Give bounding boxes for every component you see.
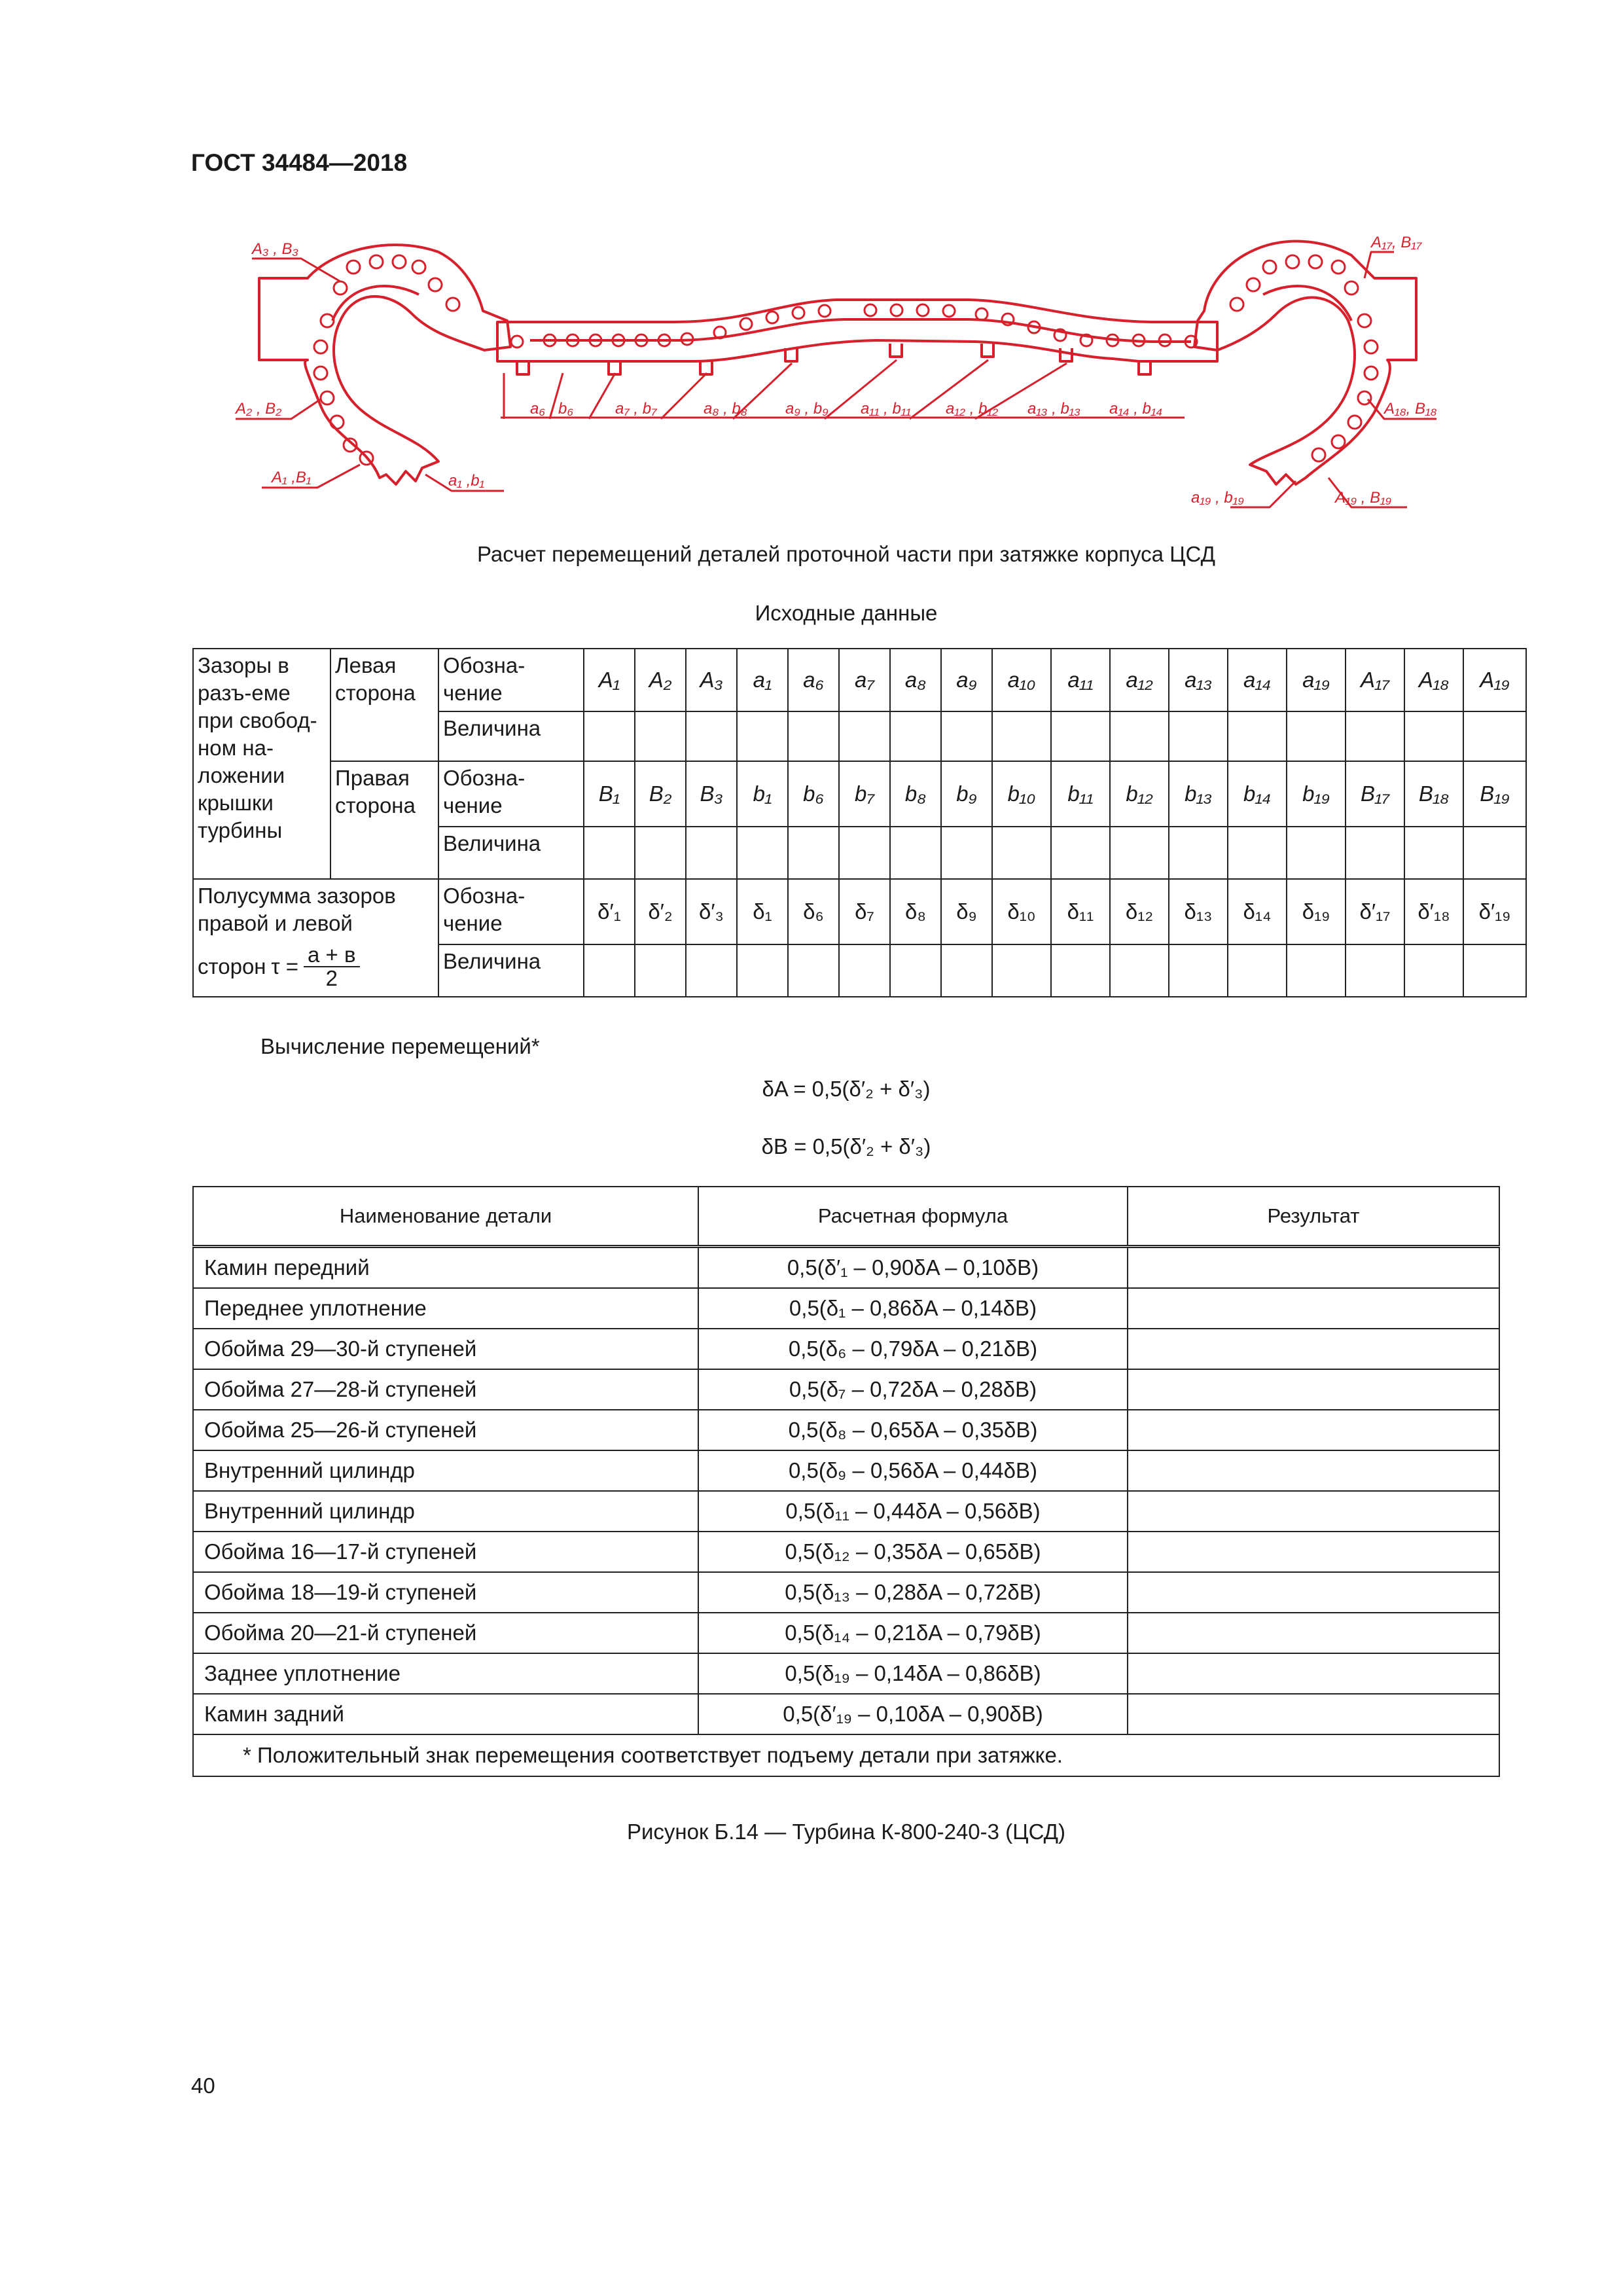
label-a19b19: a₁₉ , b₁₉ bbox=[1191, 489, 1244, 507]
value-cell[interactable] bbox=[1051, 711, 1110, 761]
gap-group-label: Зазоры в разъ-еме при свобод-ном на-ложении крышки турбины bbox=[193, 649, 330, 879]
table-row bbox=[193, 1288, 1499, 1329]
formula-delta-b: δB = 0,5(δ′₂ + δ′₃) bbox=[761, 1134, 931, 1158]
fraction bbox=[304, 944, 360, 990]
result-cell[interactable] bbox=[1128, 1450, 1499, 1491]
fraction-numerator: a + в bbox=[304, 944, 360, 967]
value-cell[interactable] bbox=[1110, 944, 1169, 997]
label-a12b12: a₁₂ , b₁₂ bbox=[946, 400, 999, 418]
right-symbol: B₁₉ bbox=[1463, 761, 1526, 827]
part-name: Внутренний цилиндр bbox=[193, 1491, 698, 1532]
value-cell[interactable] bbox=[1169, 944, 1228, 997]
part-formula: 0,5(δ₁₂ – 0,35δA – 0,65δB) bbox=[698, 1532, 1128, 1572]
value-cell[interactable] bbox=[941, 711, 992, 761]
label-a13b13: a₁₃ , b₁₃ bbox=[1027, 400, 1080, 418]
value-cell[interactable] bbox=[686, 711, 737, 761]
right-symbol: B₁₈ bbox=[1404, 761, 1463, 827]
left-symbol: A₁ bbox=[584, 649, 635, 711]
delta-symbol: δ₈ bbox=[890, 879, 941, 944]
right-symbol: b₁₀ bbox=[992, 761, 1051, 827]
value-cell[interactable] bbox=[1463, 944, 1526, 997]
drawing-caption: Расчет перемещений деталей проточной части при затяжке корпуса ЦСД bbox=[476, 542, 1216, 566]
designation-label: Обозна-чение bbox=[438, 761, 584, 827]
designation-label: Обозна-чение bbox=[438, 879, 584, 944]
value-cell[interactable] bbox=[992, 711, 1051, 761]
left-symbol: a₆ bbox=[788, 649, 839, 711]
value-cell[interactable] bbox=[1346, 711, 1404, 761]
right-symbol: B₁ bbox=[584, 761, 635, 827]
value-cell[interactable] bbox=[584, 827, 635, 879]
value-cell[interactable] bbox=[1346, 944, 1404, 997]
left-symbol: a₇ bbox=[839, 649, 890, 711]
label-a14b14: a₁₄ , b₁₄ bbox=[1109, 400, 1163, 418]
result-cell[interactable] bbox=[1128, 1369, 1499, 1410]
value-cell[interactable] bbox=[992, 944, 1051, 997]
table-row bbox=[193, 1653, 1499, 1694]
table-row bbox=[193, 1450, 1499, 1491]
value-cell[interactable] bbox=[635, 827, 686, 879]
value-cell[interactable] bbox=[1051, 827, 1110, 879]
table-row bbox=[193, 1532, 1499, 1572]
value-cell[interactable] bbox=[1110, 827, 1169, 879]
table-row bbox=[193, 1491, 1499, 1532]
part-formula: 0,5(δ′₁₉ – 0,10δA – 0,90δB) bbox=[698, 1694, 1128, 1734]
right-symbol: B₂ bbox=[635, 761, 686, 827]
calc-title: Вычисление перемещений* bbox=[260, 1034, 540, 1058]
label-A17B17: A₁₇, B₁₇ bbox=[1371, 234, 1422, 251]
value-cell[interactable] bbox=[992, 827, 1051, 879]
left-hook-outline bbox=[259, 245, 510, 484]
left-symbol: a₁₂ bbox=[1110, 649, 1169, 711]
value-cell[interactable] bbox=[584, 944, 635, 997]
table-row bbox=[193, 1329, 1499, 1369]
turbine-casing-drawing bbox=[223, 223, 1453, 524]
value-cell[interactable] bbox=[1169, 711, 1228, 761]
value-cell[interactable] bbox=[788, 711, 839, 761]
part-name: Обойма 16—17-й ступеней bbox=[193, 1532, 698, 1572]
value-cell[interactable] bbox=[788, 944, 839, 997]
table-row bbox=[193, 1694, 1499, 1734]
value-cell[interactable] bbox=[839, 711, 890, 761]
left-symbol: a₁₀ bbox=[992, 649, 1051, 711]
right-symbol: b₆ bbox=[788, 761, 839, 827]
delta-symbol: δ′₃ bbox=[686, 879, 737, 944]
label-a1b1: a₁ ,b₁ bbox=[448, 472, 485, 490]
delta-symbol: δ₁₃ bbox=[1169, 879, 1228, 944]
part-formula: 0,5(δ₁ – 0,86δA – 0,14δB) bbox=[698, 1288, 1128, 1329]
right-symbol: b₇ bbox=[839, 761, 890, 827]
value-cell[interactable] bbox=[839, 827, 890, 879]
fraction-denominator: 2 bbox=[325, 966, 338, 990]
value-label: Величина bbox=[438, 827, 584, 879]
result-cell[interactable] bbox=[1128, 1288, 1499, 1329]
right-symbol: b₁₁ bbox=[1051, 761, 1110, 827]
value-cell[interactable] bbox=[1404, 944, 1463, 997]
delta-symbol: δ₁₂ bbox=[1110, 879, 1169, 944]
value-cell[interactable] bbox=[737, 827, 788, 879]
part-name: Камин задний bbox=[193, 1694, 698, 1734]
part-formula: 0,5(δ₉ – 0,56δA – 0,44δB) bbox=[698, 1450, 1128, 1491]
table-row bbox=[193, 1572, 1499, 1613]
label-A18B18: A₁₈, B₁₈ bbox=[1384, 400, 1437, 418]
value-cell[interactable] bbox=[686, 827, 737, 879]
delta-symbol: δ′₁₇ bbox=[1346, 879, 1404, 944]
value-cell[interactable] bbox=[1404, 711, 1463, 761]
part-name: Внутренний цилиндр bbox=[193, 1450, 698, 1491]
initial-data-table bbox=[192, 648, 1527, 997]
left-symbol: a₁₉ bbox=[1287, 649, 1346, 711]
formula-delta-a: δA = 0,5(δ′₂ + δ′₃) bbox=[762, 1077, 931, 1101]
result-cell[interactable] bbox=[1128, 1532, 1499, 1572]
figure-caption: Рисунок Б.14 — Турбина К-800-240-3 (ЦСД) bbox=[626, 1820, 1066, 1844]
delta-symbol: δ₁₀ bbox=[992, 879, 1051, 944]
value-cell[interactable] bbox=[941, 827, 992, 879]
delta-symbol: δ₁₉ bbox=[1287, 879, 1346, 944]
label-a9b9: a₉ , b₉ bbox=[785, 400, 829, 418]
result-cell[interactable] bbox=[1128, 1247, 1499, 1289]
part-name: Обойма 18—19-й ступеней bbox=[193, 1572, 698, 1613]
value-cell[interactable] bbox=[1228, 711, 1287, 761]
table-row bbox=[193, 1613, 1499, 1653]
value-cell[interactable] bbox=[941, 944, 992, 997]
value-cell[interactable] bbox=[890, 944, 941, 997]
right-symbol: b₈ bbox=[890, 761, 941, 827]
value-cell[interactable] bbox=[1287, 711, 1346, 761]
value-cell[interactable] bbox=[1287, 827, 1346, 879]
delta-symbol: δ₇ bbox=[839, 879, 890, 944]
label-a8b8: a₈ , b₈ bbox=[704, 400, 747, 418]
tau-formula bbox=[198, 944, 434, 990]
left-symbol: A₂ bbox=[635, 649, 686, 711]
result-cell[interactable] bbox=[1128, 1653, 1499, 1694]
result-cell[interactable] bbox=[1128, 1491, 1499, 1532]
header-result: Результат bbox=[1128, 1187, 1499, 1247]
table-row bbox=[193, 1369, 1499, 1410]
value-cell[interactable] bbox=[1346, 827, 1404, 879]
result-cell[interactable] bbox=[1128, 1410, 1499, 1450]
part-formula: 0,5(δ₆ – 0,79δA – 0,21δB) bbox=[698, 1329, 1128, 1369]
label-A3B3: A₃ , B₃ bbox=[252, 240, 299, 258]
page-number: 40 bbox=[191, 2073, 215, 2098]
value-cell[interactable] bbox=[890, 827, 941, 879]
value-cell[interactable] bbox=[1169, 827, 1228, 879]
left-symbol: a₉ bbox=[941, 649, 992, 711]
left-symbol: a₁ bbox=[737, 649, 788, 711]
document-header: ГОСТ 34484—2018 bbox=[191, 149, 408, 176]
value-cell[interactable] bbox=[584, 711, 635, 761]
delta-symbol: δ₁₄ bbox=[1228, 879, 1287, 944]
result-cell[interactable] bbox=[1128, 1694, 1499, 1734]
label-a6b6: a₆ , b₆ bbox=[530, 400, 574, 418]
value-cell[interactable] bbox=[788, 827, 839, 879]
delta-symbol: δ′₁₈ bbox=[1404, 879, 1463, 944]
delta-symbol: δ′₁₉ bbox=[1463, 879, 1526, 944]
left-symbol: a₈ bbox=[890, 649, 941, 711]
delta-symbol: δ′₂ bbox=[635, 879, 686, 944]
label-A2B2: A₂ , B₂ bbox=[236, 400, 282, 418]
delta-symbol: δ′₁ bbox=[584, 879, 635, 944]
spine-outline bbox=[497, 300, 1217, 361]
part-name: Обойма 20—21-й ступеней bbox=[193, 1613, 698, 1653]
right-symbol: b₁₂ bbox=[1110, 761, 1169, 827]
header-part-name: Наименование детали bbox=[193, 1187, 698, 1247]
value-cell[interactable] bbox=[1463, 711, 1526, 761]
label-a11b11: a₁₁ , b₁₁ bbox=[861, 400, 911, 418]
delta-symbol: δ₁ bbox=[737, 879, 788, 944]
left-symbol: A₃ bbox=[686, 649, 737, 711]
left-symbol: a₁₄ bbox=[1228, 649, 1287, 711]
part-formula: 0,5(δ₁₃ – 0,28δA – 0,72δB) bbox=[698, 1572, 1128, 1613]
initial-data-title: Исходные данные bbox=[755, 601, 938, 625]
value-label: Величина bbox=[438, 944, 584, 997]
right-side-label: Правая сторона bbox=[330, 761, 438, 879]
right-symbol: b₁ bbox=[737, 761, 788, 827]
right-symbol: b₁₄ bbox=[1228, 761, 1287, 827]
part-name: Обойма 29—30-й ступеней bbox=[193, 1329, 698, 1369]
value-cell[interactable] bbox=[1287, 944, 1346, 997]
part-formula: 0,5(δ₁₉ – 0,14δA – 0,86δB) bbox=[698, 1653, 1128, 1694]
left-symbol: a₁₃ bbox=[1169, 649, 1228, 711]
value-cell[interactable] bbox=[635, 711, 686, 761]
left-symbol: A₁₇ bbox=[1346, 649, 1404, 711]
part-formula: 0,5(δ′₁ – 0,90δA – 0,10δB) bbox=[698, 1247, 1128, 1289]
sides-word: сторон bbox=[198, 954, 266, 978]
half-sum-label bbox=[193, 879, 438, 997]
left-symbol: a₁₁ bbox=[1051, 649, 1110, 711]
part-name: Обойма 25—26-й ступеней bbox=[193, 1410, 698, 1450]
right-hook-outline bbox=[1194, 242, 1416, 484]
label-a7b7: a₇ , b₇ bbox=[615, 400, 657, 418]
part-formula: 0,5(δ₈ – 0,65δA – 0,35δB) bbox=[698, 1410, 1128, 1450]
part-formula: 0,5(δ₇ – 0,72δA – 0,28δB) bbox=[698, 1369, 1128, 1410]
result-cell[interactable] bbox=[1128, 1613, 1499, 1653]
label-A1B1: A₁ ,B₁ bbox=[272, 469, 312, 486]
value-cell[interactable] bbox=[1228, 827, 1287, 879]
value-cell[interactable] bbox=[686, 944, 737, 997]
designation-label: Обозна-чение bbox=[438, 649, 584, 711]
value-cell[interactable] bbox=[1051, 944, 1110, 997]
delta-symbol: δ₆ bbox=[788, 879, 839, 944]
value-cell[interactable] bbox=[1463, 827, 1526, 879]
value-cell[interactable] bbox=[737, 711, 788, 761]
value-cell[interactable] bbox=[839, 944, 890, 997]
result-cell[interactable] bbox=[1128, 1329, 1499, 1369]
table-row bbox=[193, 1410, 1499, 1450]
value-cell[interactable] bbox=[1228, 944, 1287, 997]
left-symbol: A₁₉ bbox=[1463, 649, 1526, 711]
right-symbol: B₁₇ bbox=[1346, 761, 1404, 827]
value-label: Величина bbox=[438, 711, 584, 761]
left-side-label: Левая сторона bbox=[330, 649, 438, 761]
value-cell[interactable] bbox=[890, 711, 941, 761]
label-A19B19: A₁₉ , B₁₉ bbox=[1335, 489, 1392, 507]
part-formula: 0,5(δ₁₁ – 0,44δA – 0,56δB) bbox=[698, 1491, 1128, 1532]
right-symbol: b₁₉ bbox=[1287, 761, 1346, 827]
value-cell[interactable] bbox=[1110, 711, 1169, 761]
result-cell[interactable] bbox=[1128, 1572, 1499, 1613]
table-row bbox=[193, 1247, 1499, 1289]
part-name: Камин передний bbox=[193, 1247, 698, 1289]
right-symbol: b₉ bbox=[941, 761, 992, 827]
right-symbol: b₁₃ bbox=[1169, 761, 1228, 827]
header-formula: Расчетная формула bbox=[698, 1187, 1128, 1247]
value-cell[interactable] bbox=[1404, 827, 1463, 879]
delta-symbol: δ₁₁ bbox=[1051, 879, 1110, 944]
right-symbol: B₃ bbox=[686, 761, 737, 827]
displacement-table bbox=[192, 1186, 1500, 1777]
part-formula: 0,5(δ₁₄ – 0,21δA – 0,79δB) bbox=[698, 1613, 1128, 1653]
value-cell[interactable] bbox=[737, 944, 788, 997]
table-footnote: * Положительный знак перемещения соответствует подъему детали при затяжке. bbox=[193, 1734, 1499, 1776]
value-cell[interactable] bbox=[635, 944, 686, 997]
part-name: Заднее уплотнение bbox=[193, 1653, 698, 1694]
delta-symbol: δ₉ bbox=[941, 879, 992, 944]
half-sum-text: Полусумма зазоров правой и левой bbox=[198, 884, 396, 935]
part-name: Переднее уплотнение bbox=[193, 1288, 698, 1329]
tau-symbol: τ = bbox=[271, 954, 299, 978]
part-name: Обойма 27—28-й ступеней bbox=[193, 1369, 698, 1410]
left-symbol: A₁₈ bbox=[1404, 649, 1463, 711]
